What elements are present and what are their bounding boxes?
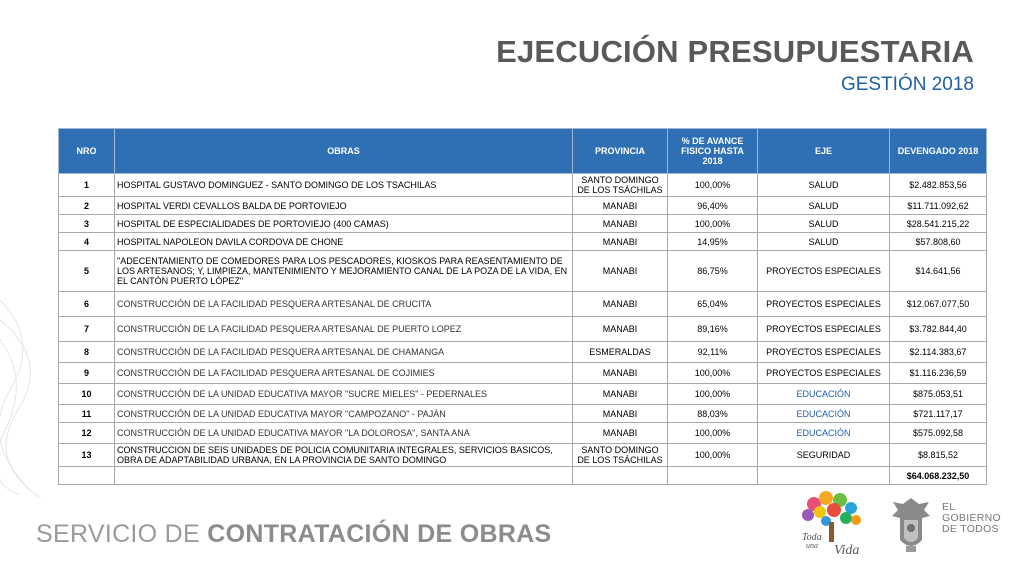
- cell-devengado: $11.711.092,62: [890, 197, 987, 215]
- cell-nro: 7: [59, 317, 115, 342]
- cell-obra: HOSPITAL DE ESPECIALIDADES DE PORTOVIEJO (400 CAMAS): [115, 215, 573, 233]
- cell-provincia: MANABI: [573, 233, 668, 251]
- cell-eje: SEGURIDAD: [758, 444, 890, 467]
- gobierno-logo-text: [942, 502, 1001, 535]
- cell-avance: 14,95%: [668, 233, 758, 251]
- table-row: [59, 197, 987, 215]
- cell-devengado: $1.116.236,59: [890, 363, 987, 384]
- cell-provincia: ESMERALDAS: [573, 342, 668, 363]
- cell-provincia: SANTO DOMINGO DE LOS TSÁCHILAS: [573, 174, 668, 197]
- table-row: [59, 405, 987, 423]
- table-row: [59, 363, 987, 384]
- cell-provincia: MANABI: [573, 317, 668, 342]
- org-logo-light: SERVICIO DE: [36, 520, 200, 548]
- cell-avance: 100,00%: [668, 423, 758, 444]
- cell-eje: SALUD: [758, 233, 890, 251]
- cell-avance: 100,00%: [668, 384, 758, 405]
- cell-obra: HOSPITAL VERDI CEVALLOS BALDA DE PORTOVIEJO: [115, 197, 573, 215]
- cell-devengado: $14.641,56: [890, 251, 987, 292]
- cell-nro: 9: [59, 363, 115, 384]
- cell-eje: PROYECTOS ESPECIALES: [758, 317, 890, 342]
- table-row: [59, 292, 987, 317]
- cell-eje: PROYECTOS ESPECIALES: [758, 251, 890, 292]
- cell-eje: SALUD: [758, 174, 890, 197]
- cell-nro: 4: [59, 233, 115, 251]
- table-row: [59, 251, 987, 292]
- cell-obra: CONSTRUCCIÓN DE LA FACILIDAD PESQUERA ARTESANAL DE COJIMIES: [115, 363, 573, 384]
- cell-avance: 100,00%: [668, 363, 758, 384]
- cell-obra: "ADECENTAMIENTO DE COMEDORES PARA LOS PESCADORES, KIOSKOS PARA REASENTAMIENTO DE LOS ARTESANOS; Y, LIMPIEZA, MANTENIMIENTO Y MEJORAMIENTO CANAL DE LA POZA DE LA VIDA, EN EL CANTÓN PUERTO LÓPEZ": [115, 251, 573, 292]
- cell-devengado: $57.808,60: [890, 233, 987, 251]
- cell-eje: PROYECTOS ESPECIALES: [758, 292, 890, 317]
- cell-devengado: $575.092,58: [890, 423, 987, 444]
- cell-empty: [573, 467, 668, 485]
- cell-devengado: $28.541.215,22: [890, 215, 987, 233]
- vida-text-2: una: [806, 541, 818, 550]
- cell-obra: CONSTRUCCIÓN DE LA UNIDAD EDUCATIVA MAYOR "LA DOLOROSA", SANTA ANA: [115, 423, 573, 444]
- cell-provincia: MANABI: [573, 423, 668, 444]
- cell-avance: 65,04%: [668, 292, 758, 317]
- cell-nro: 10: [59, 384, 115, 405]
- col-header-eje: EJE: [758, 129, 890, 174]
- cell-empty: [59, 467, 115, 485]
- cell-obra: CONSTRUCCIÓN DE LA FACILIDAD PESQUERA ARTESANAL DE PUERTO LOPEZ: [115, 317, 573, 342]
- vida-text-1: Toda: [802, 532, 822, 543]
- cell-devengado: $875.053,51: [890, 384, 987, 405]
- cell-empty: [758, 467, 890, 485]
- cell-avance: 88,03%: [668, 405, 758, 423]
- page-title: EJECUCIÓN PRESUPUESTARIA: [496, 34, 974, 69]
- cell-provincia: SANTO DOMINGO DE LOS TSÁCHILAS: [573, 444, 668, 467]
- cell-avance: 100,00%: [668, 444, 758, 467]
- cell-eje: PROYECTOS ESPECIALES: [758, 363, 890, 384]
- gob-line-1: EL: [942, 501, 956, 513]
- table-row: [59, 215, 987, 233]
- cell-devengado: $8.815,52: [890, 444, 987, 467]
- table-row: [59, 233, 987, 251]
- cell-devengado: $3.782.844,40: [890, 317, 987, 342]
- table-row: [59, 317, 987, 342]
- org-logo-bold: CONTRATACIÓN DE OBRAS: [207, 520, 552, 548]
- table-row: [59, 444, 987, 467]
- cell-total: $64.068.232,50: [890, 467, 987, 485]
- table-total-row: [59, 467, 987, 485]
- table-row: [59, 384, 987, 405]
- cell-obra: HOSPITAL GUSTAVO DOMINGUEZ - SANTO DOMINGO DE LOS TSACHILAS: [115, 174, 573, 197]
- col-header-avance: % DE AVANCE FISICO HASTA 2018: [668, 129, 758, 174]
- page-subtitle: GESTIÓN 2018: [840, 74, 974, 95]
- cell-avance: 96,40%: [668, 197, 758, 215]
- cell-provincia: MANABI: [573, 405, 668, 423]
- budget-table: [58, 128, 987, 485]
- cell-eje: SALUD: [758, 215, 890, 233]
- vida-text-3: Vida: [834, 543, 860, 558]
- cell-nro: 11: [59, 405, 115, 423]
- cell-provincia: MANABI: [573, 197, 668, 215]
- cell-avance: 92,11%: [668, 342, 758, 363]
- cell-avance: 100,00%: [668, 174, 758, 197]
- cell-eje: SALUD: [758, 197, 890, 215]
- cell-nro: 5: [59, 251, 115, 292]
- cell-provincia: MANABI: [573, 384, 668, 405]
- cell-provincia: MANABI: [573, 363, 668, 384]
- cell-obra: CONSTRUCCIÓN DE LA UNIDAD EDUCATIVA MAYOR "SUCRE MIELES" - PEDERNALES: [115, 384, 573, 405]
- cell-eje: EDUCACIÓN: [758, 423, 890, 444]
- table-row: [59, 423, 987, 444]
- cell-avance: 100,00%: [668, 215, 758, 233]
- table-row: [59, 174, 987, 197]
- cell-avance: 89,16%: [668, 317, 758, 342]
- coat-of-arms-icon: [884, 494, 938, 558]
- cell-nro: 8: [59, 342, 115, 363]
- table-header-row: [59, 129, 987, 174]
- cell-obra: CONSTRUCCIÓN DE LA UNIDAD EDUCATIVA MAYOR "CAMPOZANO" - PAJÁN: [115, 405, 573, 423]
- cell-nro: 12: [59, 423, 115, 444]
- cell-provincia: MANABI: [573, 292, 668, 317]
- org-logo: [36, 520, 552, 549]
- cell-nro: 2: [59, 197, 115, 215]
- cell-devengado: $2.482.853,56: [890, 174, 987, 197]
- col-header-nro: NRO: [59, 129, 115, 174]
- cell-devengado: $721.117,17: [890, 405, 987, 423]
- cell-devengado: $2.114.383,67: [890, 342, 987, 363]
- budget-table-container: [58, 128, 986, 485]
- table-row: [59, 342, 987, 363]
- cell-nro: 13: [59, 444, 115, 467]
- col-header-devengado: DEVENGADO 2018: [890, 129, 987, 174]
- cell-nro: 6: [59, 292, 115, 317]
- cell-devengado: $12.067.077,50: [890, 292, 987, 317]
- gob-line-3: DE TODOS: [942, 523, 999, 535]
- tree-logo-icon: [796, 488, 868, 558]
- cell-obra: CONSTRUCCIÓN DE LA FACILIDAD PESQUERA ARTESANAL DE CHAMANGA: [115, 342, 573, 363]
- cell-obra: CONSTRUCCION DE SEIS UNIDADES DE POLICIA COMUNITARIA INTEGRALES, SERVICIOS BASICOS, OBRA DE ADAPTABILIDAD URBANA, EN LA PROVINCIA DE SANTO DOMINGO: [115, 444, 573, 467]
- cell-obra: CONSTRUCCIÓN DE LA FACILIDAD PESQUERA ARTESANAL DE CRUCITA: [115, 292, 573, 317]
- cell-empty: [668, 467, 758, 485]
- cell-obra: HOSPITAL NAPOLEON DAVILA CORDOVA DE CHONE: [115, 233, 573, 251]
- cell-nro: 3: [59, 215, 115, 233]
- gob-line-2: GOBIERNO: [942, 512, 1001, 524]
- cell-provincia: MANABI: [573, 251, 668, 292]
- cell-provincia: MANABI: [573, 215, 668, 233]
- cell-eje: EDUCACIÓN: [758, 384, 890, 405]
- cell-empty: [115, 467, 573, 485]
- col-header-provincia: PROVINCIA: [573, 129, 668, 174]
- cell-avance: 86,75%: [668, 251, 758, 292]
- cell-eje: EDUCACIÓN: [758, 405, 890, 423]
- col-header-obras: OBRAS: [115, 129, 573, 174]
- cell-eje: PROYECTOS ESPECIALES: [758, 342, 890, 363]
- cell-nro: 1: [59, 174, 115, 197]
